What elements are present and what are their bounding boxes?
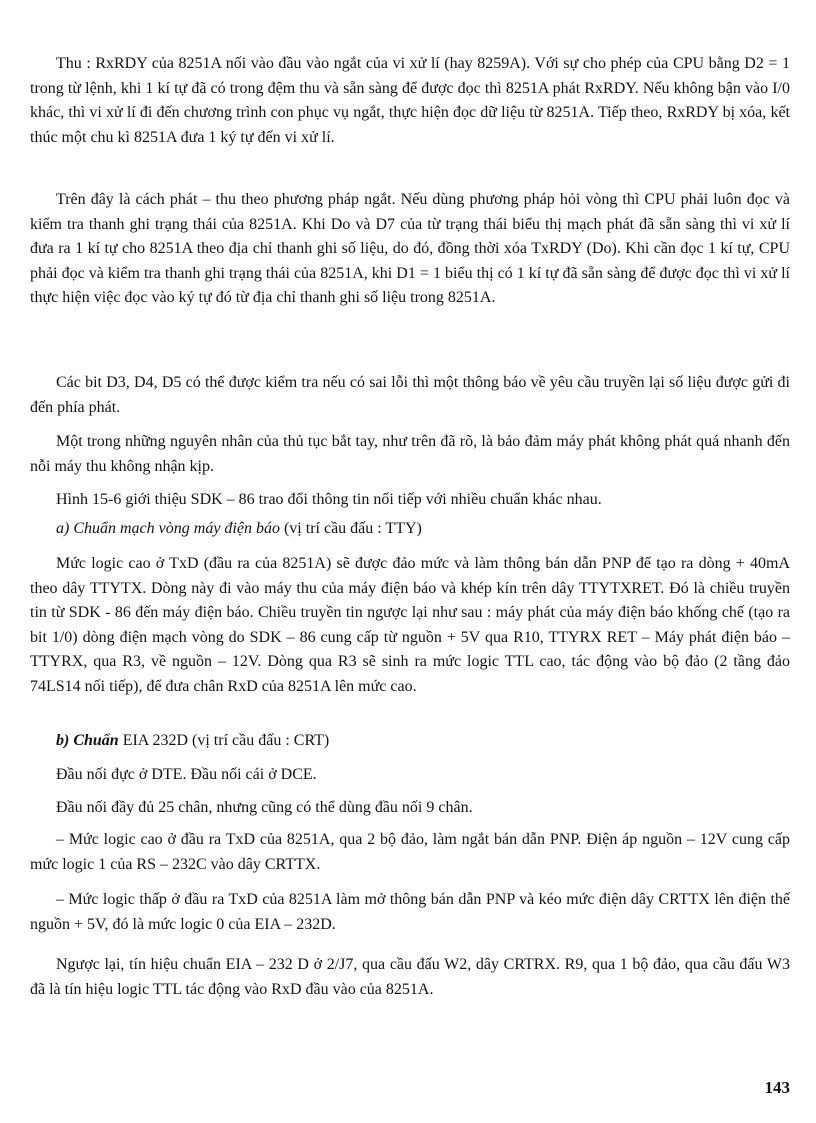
paragraph-tty-current-loop: Mức logic cao ở TxD (đầu ra của 8251A) sẽ được đảo mức và làm thông bán dẫn PNP để tạo ra dòng + 40mA theo dây TTYTX. Dòng này đi vào máy thu của máy điện báo và khép kín trên dây TTYTXRET. Đó là chiều truyền tin từ SDK - 86 đến máy điện báo. Chiều truyền tin ngược lại như sau : máy phát của máy điện báo khống chế (tạo ra bit 1/0) dòng điện mạch vòng do SDK – 86 cung cấp từ nguồn + 5V qua R10, TTYRX RET – Máy phát điện báo – TTYRX, qua R3, về nguồn – 12V. Dòng qua R3 sẽ sinh ra mức logic TTL cao, tác động vào bộ đảo (2 tầng đảo 74LS14 nối tiếp), để đưa chân RxD của 8251A lên mức cao.	[30, 555, 790, 695]
page-number: 143	[764, 1078, 790, 1097]
paragraph-figure-intro: Hình 15-6 giới thiệu SDK – 86 trao đổi thông tin nối tiếp với nhiều chuẩn khác nhau.	[56, 491, 602, 508]
paragraph-error-bits: Các bit D3, D4, D5 có thể được kiểm tra nếu có sai lỗi thì một thông báo về yêu cầu truyền lại số liệu được gửi đi đến phía phát.	[30, 374, 790, 416]
paragraph-receive-path: Ngược lại, tín hiệu chuẩn EIA – 232 D ở 2/J7, qua cầu đấu W2, dây CRTRX. R9, qua 1 bộ đảo, qua cầu đấu W3 đã là tín hiệu logic TTL tác động vào RxD đầu vào của 8251A.	[30, 956, 790, 998]
heading-eia-italic: b) Chuẩn	[56, 732, 119, 749]
paragraph-connectors: Đầu nối đực ở DTE. Đầu nối cái ở DCE.	[56, 766, 317, 783]
paragraph-logic-high: – Mức logic cao ở đầu ra TxD của 8251A, qua 2 bộ đảo, làm ngắt bán dẫn PNP. Điện áp nguồn – 12V cung cấp mức logic 1 của RS – 232C vào dây CRTTX.	[30, 831, 790, 873]
heading-tty-italic: a) Chuẩn mạch vòng máy điện báo	[56, 520, 280, 537]
paragraph-rxrdy-interrupt: Thu : RxRDY của 8251A nối vào đầu vào ngắt của vi xử lí (hay 8259A). Với sự cho phép của CPU bằng D2 = 1 trong từ lệnh, khi 1 kí tự đã có trong đệm thu và sẵn sàng để được đọc thì 8251A phát RxRDY. Nếu không bận vào I/0 khác, thì vi xử lí đi đến chương trình con phục vụ ngắt, thực hiện đọc dữ liệu từ 8251A. Tiếp theo, RxRDY bị xóa, kết thúc một chu kì 8251A đưa 1 ký tự đến vi xử lí.	[30, 55, 790, 146]
heading-tty-rest: (vị trí cầu đấu : TTY)	[279, 520, 422, 537]
heading-eia-standard	[30, 729, 790, 754]
paragraph-logic-low: – Mức logic thấp ở đầu ra TxD của 8251A làm mở thông bán dẫn PNP và kéo mức điện dây CRTTX lên điện thế nguồn + 5V, đó là mức logic 0 của EIA – 232D.	[30, 891, 790, 933]
paragraph-polling-method: Trên đây là cách phát – thu theo phương pháp ngắt. Nếu dùng phương pháp hỏi vòng thì CPU phải luôn đọc và kiểm tra thanh ghi trạng thái của 8251A. Khi Do và D7 của từ trạng thái biểu thị mạch phát đã sẵn sàng thì vi xử lí đưa ra 1 kí tự cho 8251A theo địa chỉ thanh ghi số liệu, do đó, đồng thời xóa TxRDY (Do). Khi cần đọc 1 kí tự, CPU phải đọc và kiểm tra thanh ghi trạng thái của 8251A, khi D1 = 1 biểu thị có 1 kí tự đã sẵn sàng để được đọc thì vi xử lí thực hiện việc đọc vào ký tự đó từ địa chỉ thanh ghi số liệu trong 8251A.	[30, 191, 790, 307]
paragraph-handshake: Một trong những nguyên nhân của thủ tục bắt tay, như trên đã rõ, là bảo đảm máy phát không phát quá nhanh đến nỗi máy thu không nhận kịp.	[30, 433, 790, 475]
paragraph-pin-count: Đầu nối đầy đủ 25 chân, nhưng cũng có thể dùng đầu nối 9 chân.	[56, 799, 473, 816]
heading-tty-standard	[30, 517, 790, 542]
heading-eia-rest: EIA 232D (vị trí cầu đấu : CRT)	[118, 732, 330, 749]
